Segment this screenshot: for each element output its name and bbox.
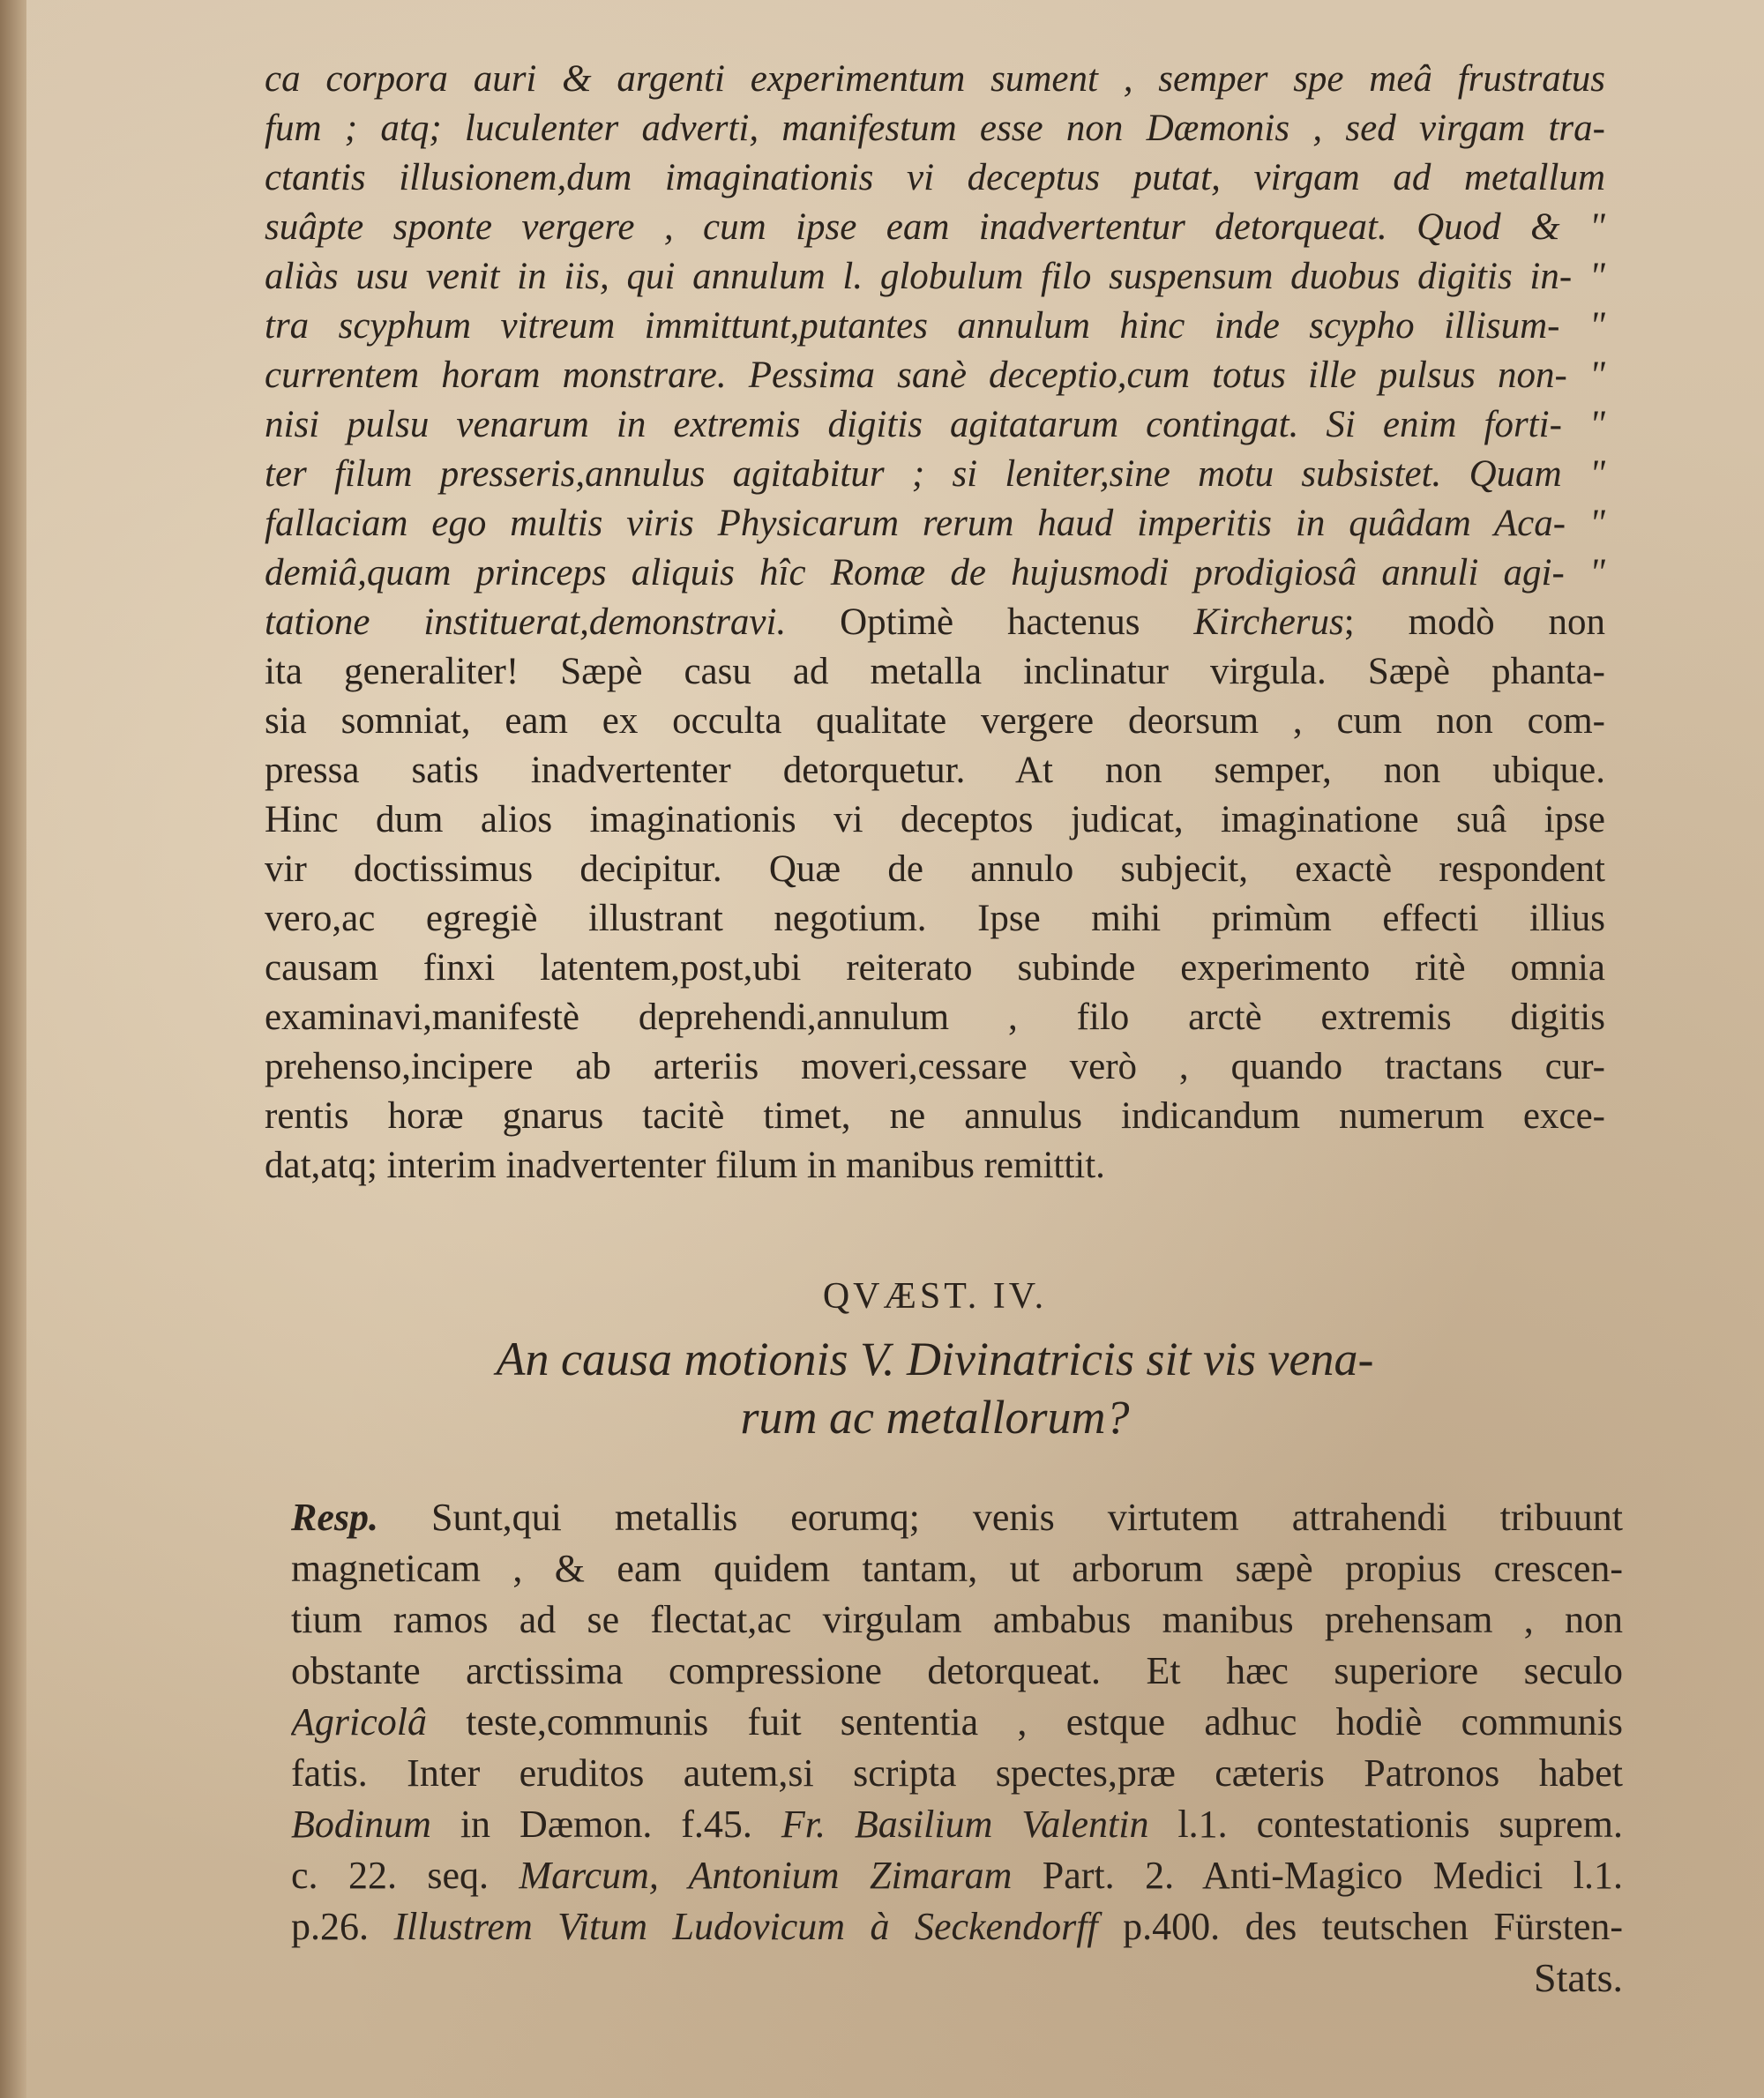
text-line: obstante arctissima compressione detorqueat. Et hæc superiore seculo: [291, 1649, 1623, 1692]
text-line: prehenso,incipere ab arteriis moveri,cessare verò , quando tractans cur-: [265, 1046, 1605, 1087]
resp-label: Resp.: [291, 1496, 378, 1539]
text-line-mixed: [291, 1850, 1623, 1901]
question-title-line: rum ac metallorum?: [740, 1391, 1130, 1444]
text-line: ctantis illusionem,dum imaginationis vi deceptus putat, virgam ad metallum: [265, 157, 1605, 198]
roman-segment: Optimè hactenus: [786, 601, 1194, 643]
roman-segment: l.1. contestationis suprem.: [1148, 1803, 1623, 1846]
text-line: tium ramos ad se flectat,ac virgulam ambabus manibus prehensam , non: [291, 1598, 1623, 1641]
author-name: Kircherus: [1193, 601, 1344, 643]
text-line: fallaciam ego multis viris Physicarum rerum haud imperitis in quâdam Aca- ": [265, 503, 1605, 544]
author-name: Agricolâ: [291, 1700, 427, 1743]
text-line-mixed: [291, 1492, 1623, 1543]
text-line: nisi pulsu venarum in extremis digitis agitatarum contingat. Si enim forti- ": [265, 404, 1605, 445]
text-line: fum ; atq; luculenter adverti, manifestum esse non Dæmonis , sed virgam tra-: [265, 108, 1605, 149]
text-line: fatis. Inter eruditos autem,si scripta spectes,præ cæteris Patronos habet: [291, 1751, 1623, 1795]
author-name: Fr. Basilium Valentin: [781, 1803, 1149, 1846]
text-line: currentem horam monstrare. Pessima sanè deceptio,cum totus ille pulsus non- ": [265, 355, 1605, 396]
roman-segment: c. 22. seq.: [291, 1854, 519, 1897]
author-name: Bodinum: [291, 1803, 431, 1846]
text-line-mixed: [291, 1697, 1623, 1748]
text-line: pressa satis inadvertenter detorquetur. At non semper, non ubique.: [265, 750, 1605, 791]
text-line: vir doctissimus decipitur. Quæ de annulo subjecit, exactè respondent: [265, 848, 1605, 890]
upper-italic-passage: [265, 55, 1605, 598]
roman-segment: Part. 2. Anti-Magico Medici l.1.: [1012, 1854, 1623, 1897]
text-line: Hinc dum alios imaginationis vi deceptos judicat, imaginatione suâ ipse: [265, 799, 1605, 840]
text-line-mixed: [291, 1901, 1623, 1952]
roman-segment: teste,communis fuit sententia , estque adhuc hodiè communis: [426, 1700, 1623, 1743]
text-line: ter filum presseris,annulus agitabitur ; si leniter,sine motu subsistet. Quam ": [265, 453, 1605, 495]
text-line: suâpte sponte vergere , cum ipse eam inadvertentur detorqueat. Quod & ": [265, 206, 1605, 248]
page-edge-shadow: [0, 0, 26, 2098]
roman-segment: p.400. des teutschen Fürsten-: [1097, 1905, 1623, 1948]
text-line: examinavi,manifestè deprehendi,annulum , filo arctè extremis digitis: [265, 997, 1605, 1038]
text-line-mixed: [265, 598, 1605, 647]
text-line: ita generaliter! Sæpè casu ad metalla inclinatur virgula. Sæpè phanta-: [265, 651, 1605, 692]
text-line: tra scyphum vitreum immittunt,putantes annulum hinc inde scypho illisum- ": [265, 305, 1605, 347]
catchword: Stats.: [1534, 1955, 1623, 2000]
author-name: Illustrem Vitum Ludovicum à Seckendorff: [393, 1905, 1098, 1948]
text-line: aliàs usu venit in iis, qui annulum l. globulum filo suspensum duobus digitis in- ": [265, 256, 1605, 297]
italic-segment: tatione instituerat,demonstravi.: [265, 601, 787, 643]
text-line-mixed: [291, 1799, 1623, 1850]
roman-segment: in Dæmon. f.45.: [430, 1803, 781, 1846]
text-line: magneticam , & eam quidem tantam, ut arborum sæpè propius crescen-: [291, 1547, 1623, 1590]
roman-segment: p.26.: [291, 1905, 394, 1948]
text-line: sia somniat, eam ex occulta qualitate vergere deorsum , cum non com-: [265, 700, 1605, 742]
question-label: QVÆST. IV.: [822, 1276, 1048, 1317]
text-line: rentis horæ gnarus tacitè timet, ne annulus indicandum numerum exce-: [265, 1095, 1605, 1137]
answer-text-block: [291, 1492, 1623, 2004]
roman-segment: Sunt,qui metallis eorumq; venis virtutem attrahendi tribuunt: [378, 1496, 1623, 1539]
text-line: causam finxi latentem,post,ubi reiterato subinde experimento ritè omnia: [265, 947, 1605, 989]
text-line: demiâ,quam princeps aliquis hîc Romæ de hujusmodi prodigiosâ annuli agi- ": [265, 552, 1605, 594]
author-name: Marcum, Antonium Zimaram: [519, 1854, 1013, 1897]
question-title: [265, 1330, 1605, 1446]
question-title-line: An causa motionis V. Divinatricis sit vis vena-: [496, 1333, 1374, 1385]
text-line: vero,ac egregiè illustrant negotium. Ipse mihi primùm effecti illius: [265, 898, 1605, 939]
text-line: ca corpora auri & argenti experimentum sument , semper spe meâ frustratus: [265, 58, 1605, 100]
roman-segment: ; modò non: [1343, 601, 1605, 643]
text-line: dat,atq; interim inadvertenter filum in manibus remittit.: [265, 1145, 1105, 1186]
upper-text-block: [265, 55, 1605, 1191]
